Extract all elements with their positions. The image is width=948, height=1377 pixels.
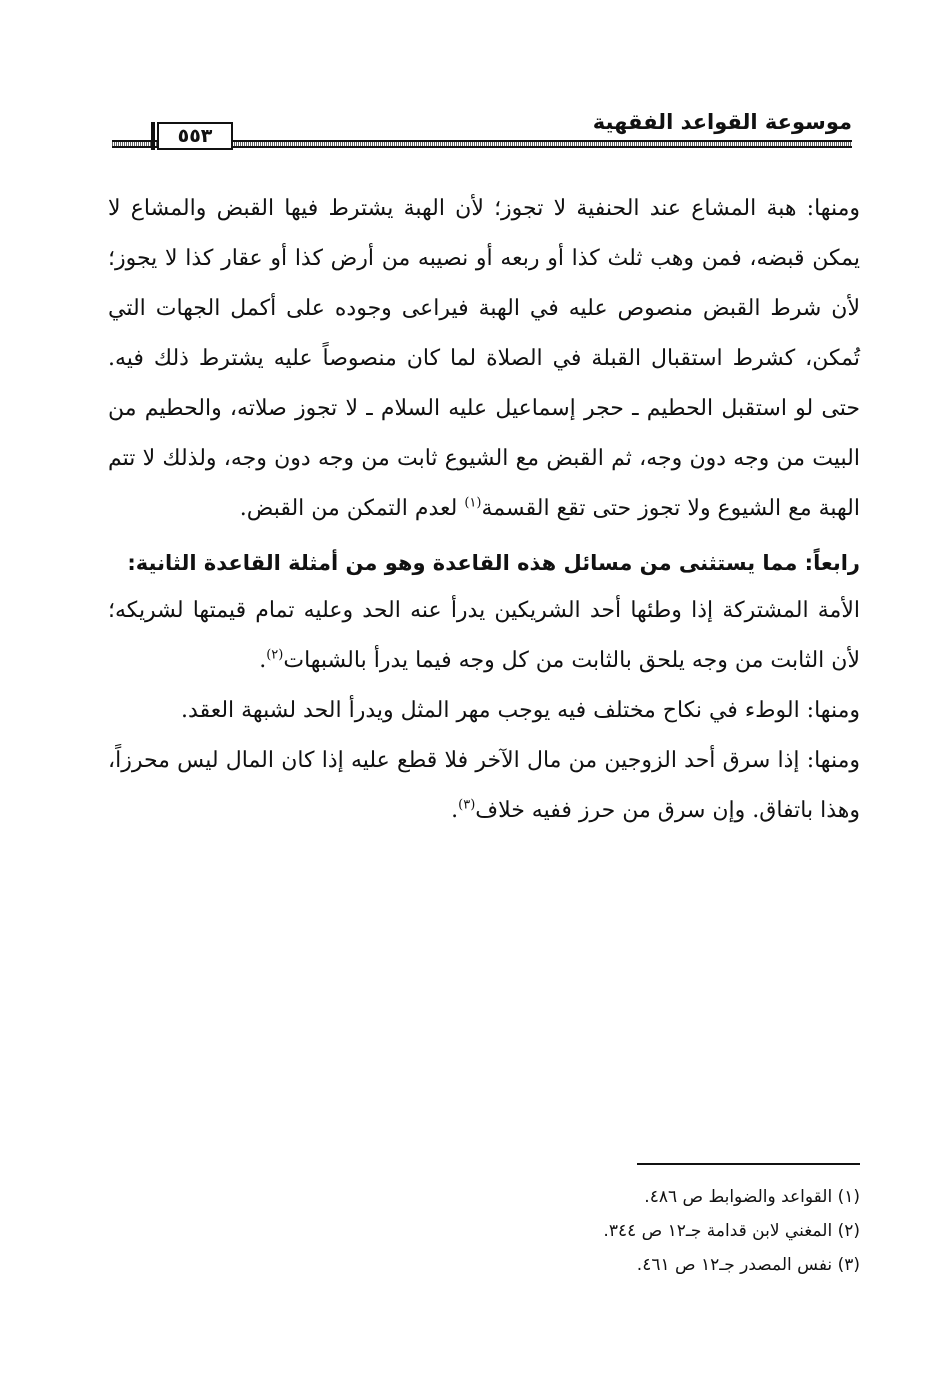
paragraph-text: الأمة المشتركة إذا وطئها أحد الشريكين يدرأ عنه الحد وعليه تمام قيمتها لشريكه؛ لأن الثابت من وجه يلحق بالثابت من كل وجه فيما يدرأ بالشبهات (108, 598, 860, 673)
footnote-ref-1[interactable]: (١) (464, 495, 482, 511)
book-title: موسوعة القواعد الفقهية (592, 110, 852, 134)
page-number: ٥٥٣ (157, 122, 233, 150)
footnote-item (360, 1214, 860, 1248)
main-text (108, 184, 860, 836)
footnote-item (360, 1180, 860, 1214)
page-header (112, 108, 852, 154)
footnote-text: القواعد والضوابط ص ٤٨٦. (644, 1187, 833, 1207)
footnote-number: (٣) (837, 1255, 860, 1275)
footnote-text: نفس المصدر جـ١٢ ص ٤٦١. (636, 1255, 833, 1275)
paragraph-tail: . (259, 648, 267, 673)
footnote-item (360, 1248, 860, 1282)
footnote-text: المغني لابن قدامة جـ١٢ ص ٣٤٤. (603, 1221, 833, 1241)
section-heading: رابعاً: مما يستثنى من مسائل هذه القاعدة وهو من أمثلة القاعدة الثانية: (127, 551, 860, 575)
paragraph-shared-slave (108, 586, 860, 686)
paragraph-tail: . (451, 798, 459, 823)
footnotes-list (360, 1180, 860, 1282)
paragraph-hiba-mushaa (108, 184, 860, 534)
footnote-number: (٢) (837, 1221, 860, 1241)
paragraph-text: ومنها: إذا سرق أحد الزوجين من مال الآخر فلا قطع عليه إذا كان المال ليس محرزاً، وهذا باتفاق. وإن سرق من حرز ففيه خلاف (108, 748, 860, 823)
paragraph-disputed-marriage: ومنها: الوطء في نكاح مختلف فيه يوجب مهر المثل ويدرأ الحد لشبهة العقد. (181, 698, 860, 723)
footnote-separator (637, 1163, 860, 1165)
footnote-ref-2[interactable]: (٢) (266, 647, 284, 663)
paragraph-spouse-theft (108, 736, 860, 836)
paragraph-tail: لعدم التمكن من القبض. (239, 496, 465, 521)
footnote-ref-3[interactable]: (٣) (458, 797, 476, 813)
footnote-number: (١) (837, 1187, 860, 1207)
paragraph-text: ومنها: هبة المشاع عند الحنفية لا تجوز؛ لأن الهبة يشترط فيها القبض والمشاع لا يمكن قبضه، فمن وهب ثلث كذا أو ربعه أو نصيبه من أرض كذا أو عقار كذا لا يجوز؛ لأن شرط القبض منصوص عليه في الهبة فيراعى وجوده على أكمل الجهات التي تُمكن، كشرط استقبال القبلة في الصلاة لما كان منصوصاً عليه يشترط ذلك فيه. حتى لو استقبل الحطيم ـ حجر إسماعيل عليه السلام ـ لا تجوز صلاته، والحطيم من البيت من وجه دون وجه، ثم القبض مع الشيوع ثابت من وجه دون وجه، ولذلك لا تتم الهبة مع الشيوع ولا تجوز حتى تقع القسمة (108, 196, 860, 521)
